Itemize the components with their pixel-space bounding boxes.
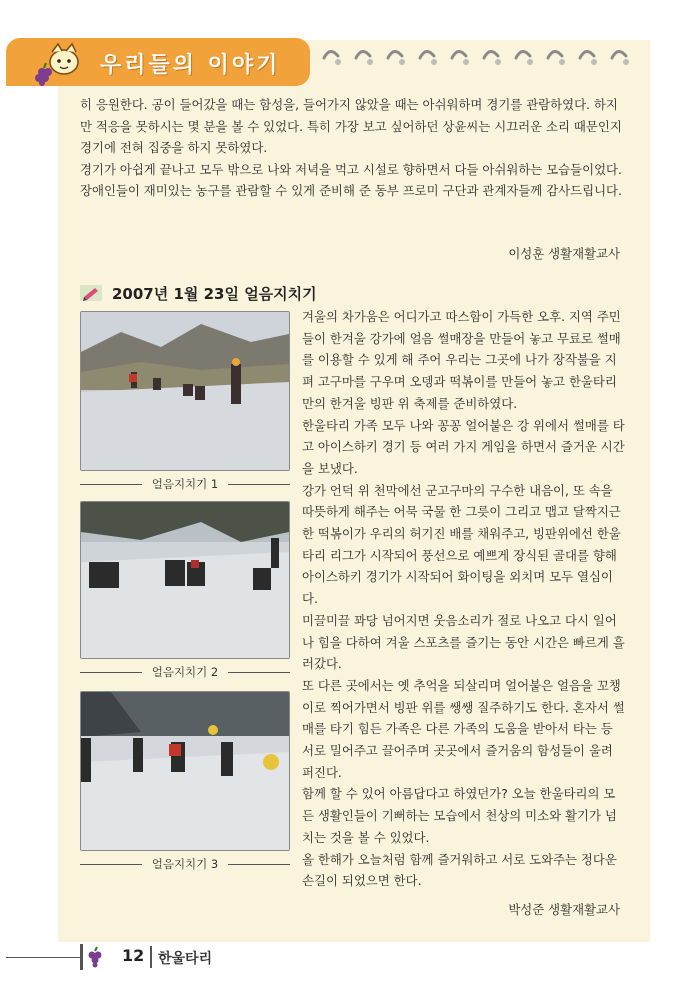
magazine-name: 한울타리: [158, 951, 213, 967]
photo-ice-hockey-3: [80, 691, 290, 851]
page-number: 12: [122, 946, 145, 965]
article-signature: 박성준 생활재활교사: [508, 902, 620, 917]
footer-divider: [80, 944, 83, 970]
article-paragraph: 강가 언덕 위 천막에선 군고구마의 구수한 내음이, 또 속을 따뜻하게 해주는 어묵 국물 한 그릇이 그리고 맵고 달짝지근한 떡볶이가 우리의 허기진 배를 채워주고, 빙판위에선 한울타리 리그가 시작되어 풍선으로 예쁘게 장식된 골대를 향해 아이스하키 경기가 시작되어 화이팅을 외치며 모두 열심이다.: [302, 482, 621, 607]
intro-paragraph: 경기가 아쉽게 끝나고 모두 밖으로 나와 저녁을 먹고 시설로 향하면서 다들 아쉬워하는 모습들이었다.: [80, 161, 622, 177]
footer-separator: [150, 946, 152, 968]
mascot-icon: [30, 42, 92, 86]
spiral-binding-decoration: [316, 40, 650, 70]
article-paragraph: 함께 할 수 있어 아름답다고 하였던가? 오늘 한울타리의 모든 생활인들이 기뻐하는 모습에서 천상의 미소와 활기가 넘치는 것을 볼 수 있었다.: [302, 786, 617, 845]
photo-ice-sledding-1: [80, 311, 290, 471]
photo-ice-sledding-2: [80, 501, 290, 659]
article-paragraph: 미끌미끌 꽈당 넘어지면 웃음소리가 절로 나오고 다시 일어나 힘을 다하여 겨울 스포츠를 즐기는 동안 시간은 빠르게 흘러갔다.: [302, 612, 625, 672]
grape-icon: [86, 946, 104, 968]
intro-text: [80, 94, 628, 202]
footer-rule: [6, 957, 80, 958]
photo-caption-1: 얼음지치기 1: [80, 476, 290, 492]
article-paragraph: 또 다른 곳에서는 옛 추억을 되살리며 얼어붙은 얼음을 꼬챙이로 찍어가면서 빙판 위를 쌩쌩 질주하기도 한다. 혼자서 썰매를 타기 힘든 가족은 다른 가족의 도움을 받아서 타는 등 서로 밀어주고 끌어주며 곳곳에서 즐거움의 함성들이 울려 퍼진다.: [302, 677, 625, 780]
intro-paragraph: 장애인들이 재미있는 농구를 관람할 수 있게 준비해 준 동부 프로미 구단과 관계자들께 감사드립니다.: [80, 183, 622, 199]
section-title: 2007년 1월 23일 얼음지치기: [112, 284, 317, 303]
article-paragraph: 겨울의 차가움은 어디가고 따스함이 가득한 오후. 지역 주민들이 한겨울 강가에 얼음 썰매장을 만들어 놓고 무료로 썰매를 이용할 수 있게 해 주어 우리는 그곳에 나가 장작불을 지펴 고구마를 구우며 오뎅과 떡볶이를 만들어 놓고 한울타리만의 한겨울 빙판 위 축제를 준비하였다.: [302, 309, 621, 411]
article-paragraph: 한울타리 가족 모두 나와 꽁꽁 얼어붙은 강 위에서 썰매를 타고 아이스하키 경기 등 여러 가지 게임을 하면서 즐거운 시간을 보냈다.: [302, 417, 625, 476]
photo-caption-2: 얼음지치기 2: [80, 664, 290, 680]
intro-signature: 이성훈 생활재활교사: [508, 246, 620, 261]
pencil-icon: [80, 285, 102, 301]
article-text: [302, 306, 626, 892]
intro-paragraph: 히 응원한다. 공이 들어갔을 때는 함성을, 들어가지 않았을 때는 아쉬워하며 경기를 관람하였다. 하지만 적응을 못하시는 몇 분을 볼 수 있었다. 특히 가장 보고 싶어하던 상윤씨는 시끄러운 소리 때문인지 경기에 전혀 집중을 하지 못하였다.: [80, 97, 622, 156]
page-title: 우리들의 이야기: [100, 53, 281, 78]
section-heading: [80, 282, 317, 304]
photo-caption-3: 얼음지치기 3: [80, 856, 290, 872]
article-paragraph: 올 한해가 오늘처럼 함께 즐거워하고 서로 도와주는 정다운 손길이 되었으면 한다.: [302, 851, 617, 889]
